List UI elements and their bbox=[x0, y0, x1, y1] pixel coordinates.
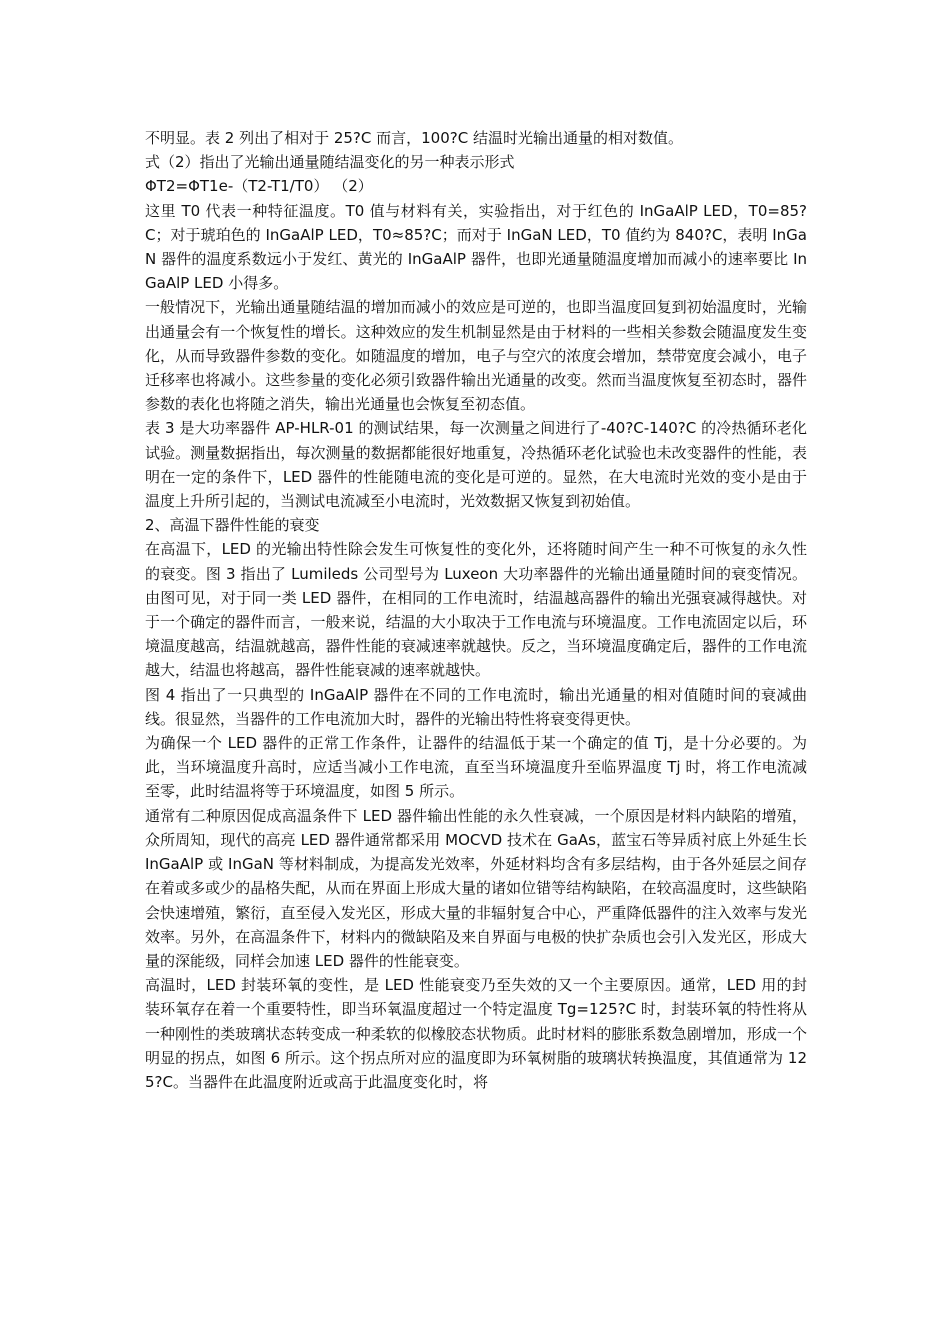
document-body bbox=[145, 126, 807, 1094]
paragraph-defect-causes: 通常有二种原因促成高温条件下 LED 器件输出性能的永久性衰减，一个原因是材料内缺陷的增殖，众所周知，现代的高亮 LED 器件通常都采用 MOCVD 技术在 GaAs，蓝宝石等异质衬底上外延生长 InGaAlP 或 InGaN 等材料制成，为提高发光效率，外延材料均含有多层结构，由于各外延层之间存在着或多或少的晶格失配，从而在界面上形成大量的诸如位错等结构缺陷，在较高温度时，这些缺陷会快速增殖，繁衍，直至侵入发光区，形成大量的非辐射复合中心，严重降低器件的注入效率与发光效率。另外，在高温条件下，材料内的微缺陷及来自界面与电极的快扩杂质也会引入发光区，形成大量的深能级，同样会加速 LED 器件的性能衰变。 bbox=[145, 806, 807, 970]
paragraph-table2-intro: 不明显。表 2 列出了相对于 25?C 而言，100?C 结温时光输出通量的相对数值。 bbox=[145, 129, 683, 147]
paragraph-formula-intro: 式（2）指出了光输出通量随结温变化的另一种表示形式 bbox=[145, 153, 515, 172]
paragraph-table3-results: 表 3 是大功率器件 AP-HLR-01 的测试结果，每一次测量之间进行了-40?C-140?C 的冷热循环老化试验。测量数据指出，每次测量的数据都能很好地重复，冷热循环老化试验也未改变器件的性能，表明在一定的条件下，LED 器件的性能随电流的变化是可逆的。显然，在大电流时光效的变小是由于温度上升所引起的，当测试电流减至小电流时，光效数据又恢复到初始值。 bbox=[145, 419, 807, 511]
paragraph-characteristic-temperature: 这里 T0 代表一种特征温度。T0 值与材料有关，实验指出，对于红色的 InGaAlP LED，T0=85?C；对于琥珀色的 InGaAlP LED，T0≈85?C；而对于 InGaN LED，T0 值约为 840?C，表明 InGaN 器件的温度系数远小于发红、黄光的 InGaAlP 器件，也即光通量随温度增加而减小的速率要比 InGaAlP LED 小得多。 bbox=[145, 201, 807, 293]
paragraph-figure4: 图 4 指出了一只典型的 InGaAlP 器件在不同的工作电流时，输出光通量的相对值随时间的衰减曲线。很显然，当器件的工作电流加大时，器件的光输出特性将衰变得更快。 bbox=[145, 685, 807, 728]
formula-2: ΦT2=ΦT1e-（T2-T1/T0） （2） bbox=[145, 177, 373, 196]
section-heading-high-temp-decay: 2、高温下器件性能的衰变 bbox=[145, 516, 320, 535]
paragraph-epoxy-degradation: 高温时，LED 封装环氧的变性，是 LED 性能衰变乃至失效的又一个主要原因。通常，LED 用的封装环氧存在着一个重要特性，即当环氧温度超过一个特定温度 Tg=125?C 时，封装环氧的特性将从一种刚性的类玻璃状态转变成一种柔软的似橡胶态状物质。此时材料的膨胀系数急剧增加，形成一个明显的拐点，如图 6 所示。这个拐点所对应的温度即为环氧树脂的玻璃状转换温度，其值通常为 125?C。当器件在此温度附近或高于此温度变化时，将 bbox=[145, 976, 807, 1091]
paragraph-permanent-decay: 在高温下，LED 的光输出特性除会发生可恢复性的变化外，还将随时间产生一种不可恢复的永久性的衰变。图 3 指出了 Lumileds 公司型号为 Luxeon 大功率器件的光输出通量随时间的衰变情况。由图可见，对于同一类 LED 器件，在相同的工作电流时，结温越高器件的输出光强衰减得越快。对于一个确定的器件而言，一般来说，结温的大小取决于工作电流与环境温度。工作电流固定以后，环境温度越高，结温就越高，器件性能的衰减速率就越快。反之，当环境温度确定后，器件的工作电流越大，结温也将越高，器件性能衰减的速率就越快。 bbox=[145, 540, 807, 680]
paragraph-junction-temperature: 为确保一个 LED 器件的正常工作条件，让器件的结温低于某一个确定的值 Tj，是十分必要的。为此，当环境温度升高时，应适当减小工作电流，直至当环境温度升至临界温度 Tj 时，将工作电流减至零，此时结温将等于环境温度，如图 5 所示。 bbox=[145, 734, 807, 801]
paragraph-reversible-effect: 一般情况下，光输出通量随结温的增加而减小的效应是可逆的，也即当温度回复到初始温度时，光输出通量会有一个恢复性的增长。这种效应的发生机制显然是由于材料的一些相关参数会随温度发生变化，从而导致器件参数的变化。如随温度的增加，电子与空穴的浓度会增加，禁带宽度会减小，电子迁移率也将减小。这些参量的变化必须引致器件输出光通量的改变。然而当温度恢复至初态时，器件参数的表化也将随之消失，输出光通量也会恢复至初态值。 bbox=[145, 298, 807, 414]
